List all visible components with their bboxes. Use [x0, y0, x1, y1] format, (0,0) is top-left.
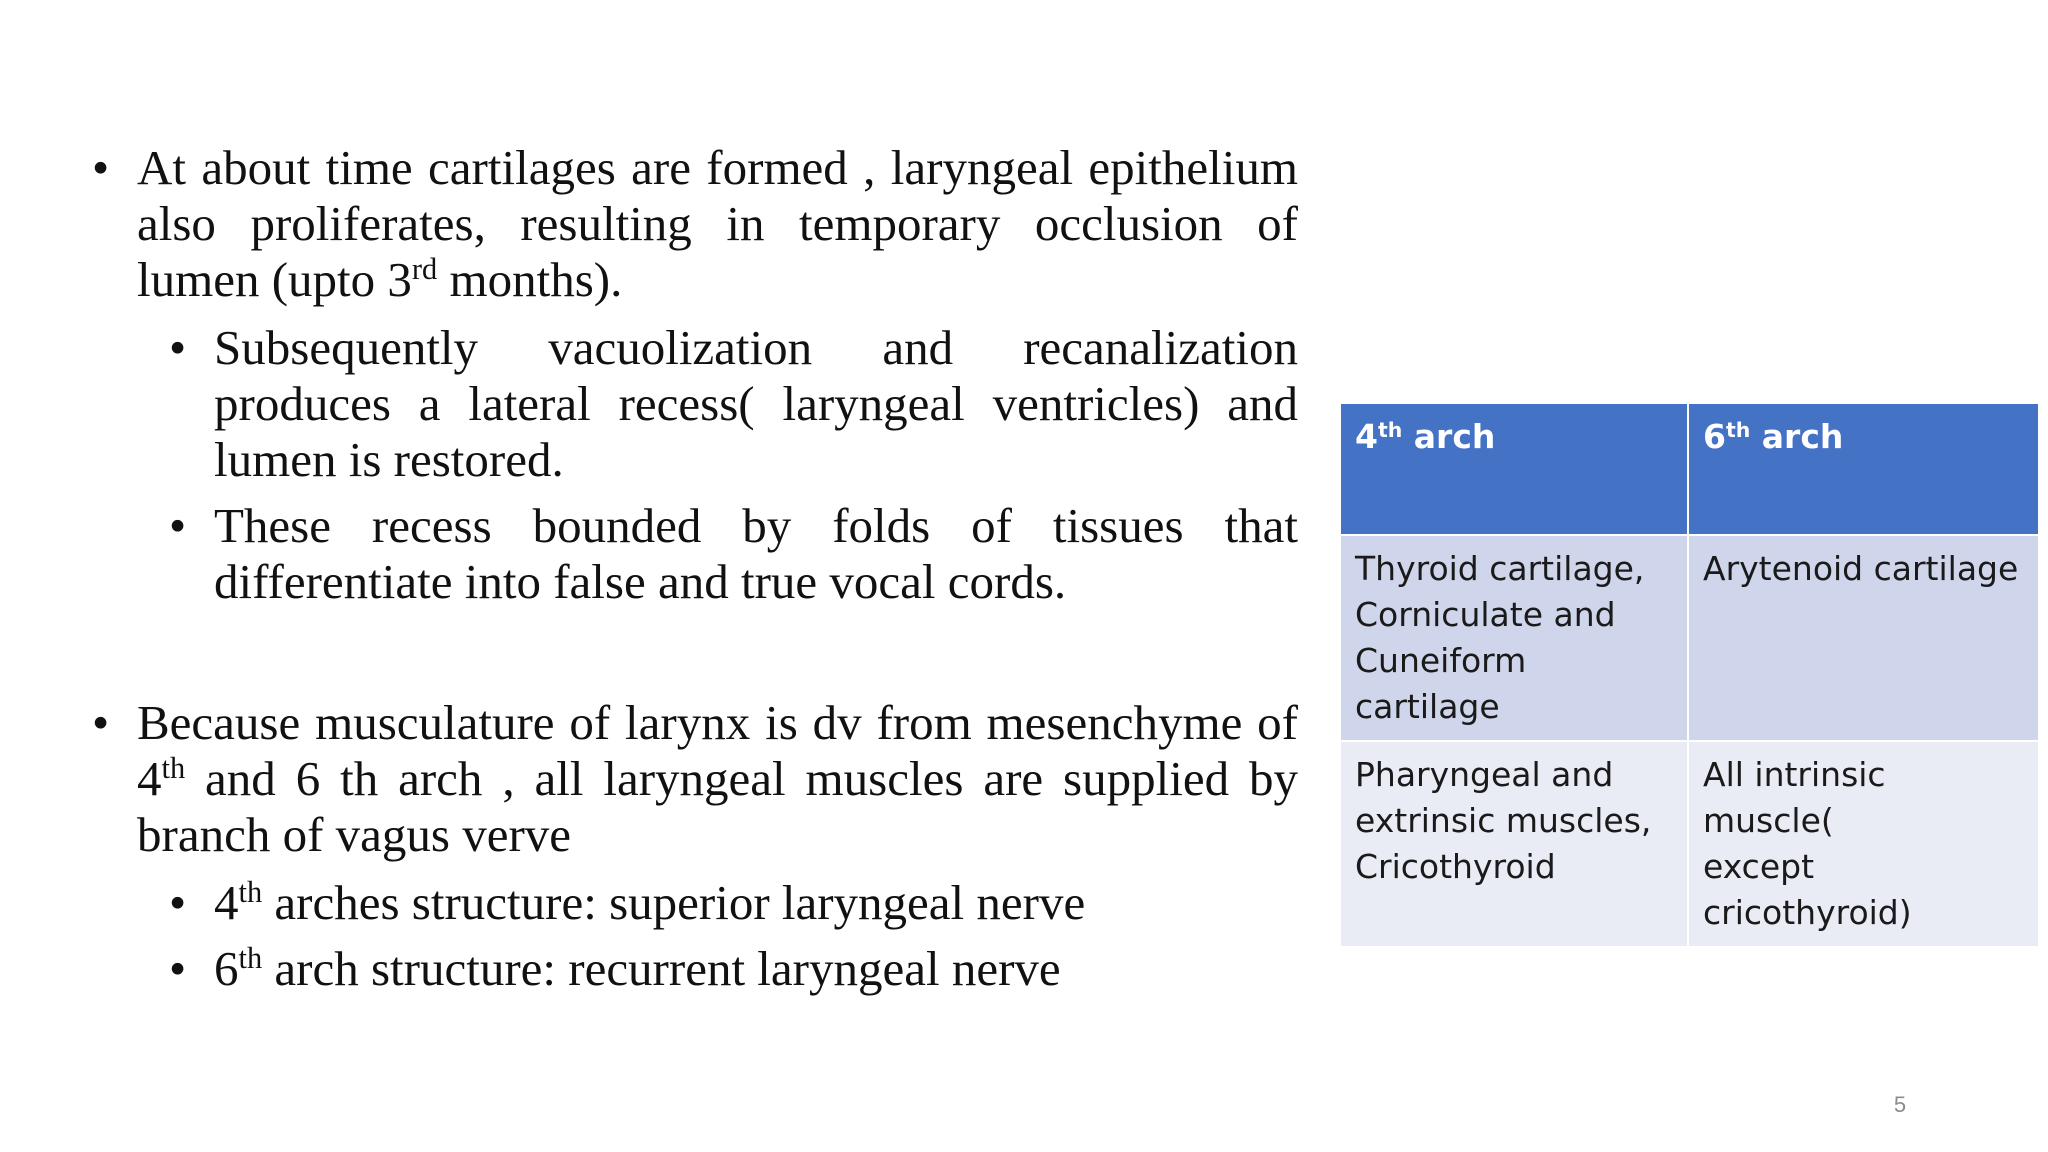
- table-cell: All intrinsic muscle( except cricothyroid): [1688, 741, 2039, 947]
- sub-bullet-num: 6: [214, 941, 239, 996]
- header-6th-arch: 6th arch: [1688, 403, 2039, 535]
- bullet-icon: •: [92, 140, 110, 195]
- slide-body-text: [92, 140, 1298, 997]
- table-cell: Arytenoid cartilage: [1688, 535, 2039, 741]
- table-cell: Pharyngeal and extrinsic muscles, Cricothyroid: [1340, 741, 1688, 947]
- table-row: [1340, 535, 2039, 741]
- bullet-icon: •: [169, 875, 187, 930]
- sub-bullet-text: arches structure: superior laryngeal nerve: [262, 875, 1086, 930]
- sub-bullet-recanalization: [169, 320, 1298, 488]
- sub-bullet-text: arch structure: recurrent laryngeal nerve: [262, 941, 1061, 996]
- superscript: th: [238, 941, 263, 976]
- header-4th-arch: 4th arch: [1340, 403, 1688, 535]
- table-row: [1340, 741, 2039, 947]
- superscript: rd: [411, 252, 438, 287]
- bullet-text: At about time cartilages are formed , laryngeal epithelium also proliferates, resulting in temporary occlusion of lumen (upto 3: [137, 140, 1298, 307]
- bullet-icon: •: [169, 320, 187, 375]
- superscript: th: [238, 875, 263, 910]
- bullet-icon: •: [169, 498, 187, 553]
- bullet-text-end: and 6 th arch , all laryngeal muscles are supplied by branch of vagus verve: [137, 751, 1298, 862]
- bullet-cartilage-epithelium: [92, 140, 1298, 308]
- sub-bullet-text: These recess bounded by folds of tissues that differentiate into false and true vocal cords.: [214, 498, 1298, 609]
- bullet-text: Because musculature of larynx is dv from mesenchyme of 4: [137, 695, 1298, 806]
- sub-bullet-recurrent-laryngeal: [169, 941, 1298, 997]
- arch-derivatives-table: [1339, 402, 2040, 948]
- sub-bullet-superior-laryngeal: [169, 875, 1298, 931]
- bullet-icon: •: [169, 941, 187, 996]
- bullet-musculature: [92, 695, 1298, 863]
- bullet-icon: •: [92, 695, 110, 750]
- table-cell: Thyroid cartilage, Corniculate and Cuneiform cartilage: [1340, 535, 1688, 741]
- table-header-row: [1340, 403, 2039, 535]
- sub-bullet-num: 4: [214, 875, 239, 930]
- bullet-text-end: months).: [437, 252, 623, 307]
- sub-bullet-vocal-cords: [169, 498, 1298, 610]
- page-number: 5: [1893, 1092, 1907, 1117]
- superscript: th: [161, 751, 186, 786]
- sub-bullet-text: Subsequently vacuolization and recanalization produces a lateral recess( laryngeal ventricles) and lumen is restored.: [214, 320, 1298, 487]
